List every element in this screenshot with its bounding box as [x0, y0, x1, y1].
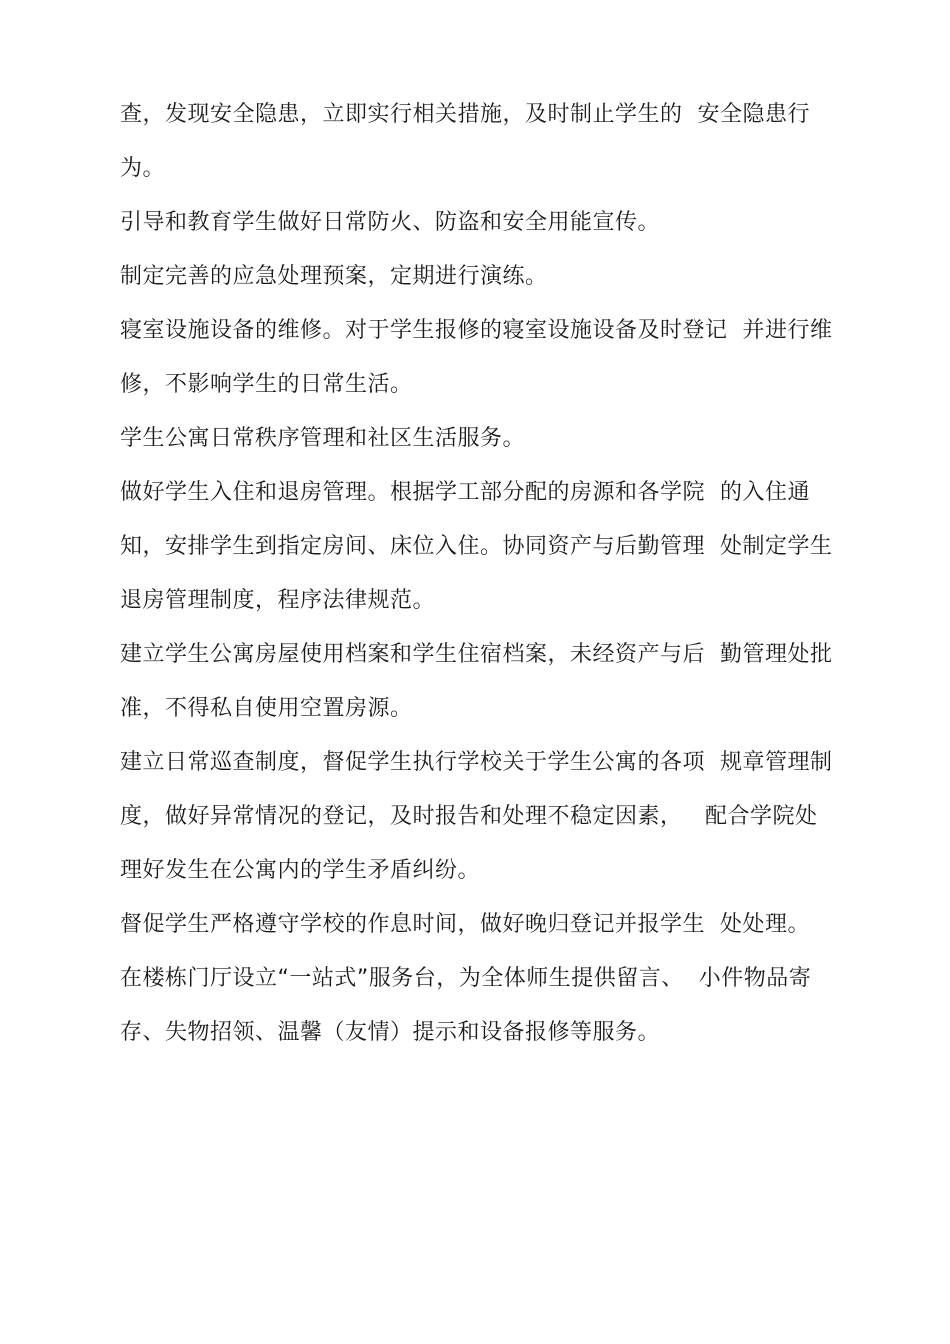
paragraph-4: 寝室设施设备的维修。对于学生报修的寝室设施设备及时登记 并进行维修，不影响学生的日常生活。: [120, 318, 833, 397]
paragraph-3: 制定完善的应急处理预案，定期进行演练。: [120, 264, 548, 289]
paragraph-9: 督促学生严格遵守学校的作息时间，做好晚归登记并报学生 处处理。: [120, 912, 810, 937]
paragraph-5: 学生公寓日常秩序管理和社区生活服务。: [120, 426, 526, 451]
paragraph-2: 引导和教育学生做好日常防火、防盗和安全用能宣传。: [120, 210, 661, 235]
paragraph-10: 在楼栋门厅设立“一站式”服务台，为全体师生提供留言、 小件物品寄存、失物招领、温馨（友情）提示和设备报修等服务。: [120, 966, 812, 1045]
paragraph-6: 做好学生入住和退房管理。根据学工部分配的房源和各学院 的入住通知，安排学生到指定房间、床位入住。协同资产与后勤管理 处制定学生退房管理制度，程序法律规范。: [120, 480, 833, 613]
paragraph-8: 建立日常巡查制度，督促学生执行学校关于学生公寓的各项 规章管理制度，做好异常情况的登记，及时报告和处理不稳定因素， 配合学院处理好发生在公寓内的学生矛盾纠纷。: [120, 750, 833, 883]
paragraph-1: 查，发现安全隐患，立即实行相关措施，及时制止学生的 安全隐患行为。: [120, 102, 810, 181]
document-body: [120, 88, 836, 1060]
paragraph-7: 建立学生公寓房屋使用档案和学生住宿档案，未经资产与后 勤管理处批准，不得私自使用空置房源。: [120, 642, 833, 721]
